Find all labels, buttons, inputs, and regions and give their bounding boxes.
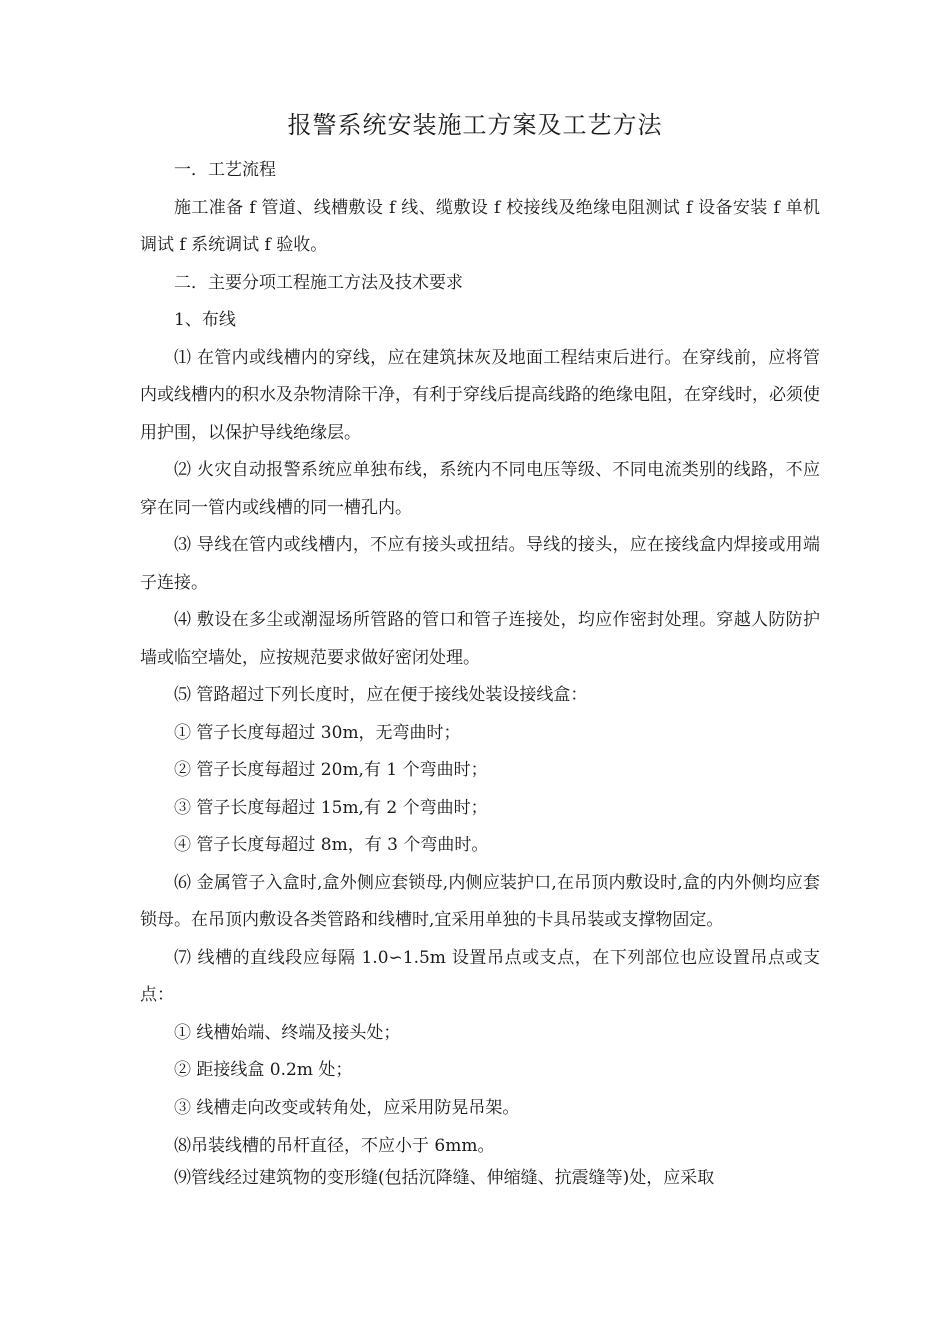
list-item-7-1: ① 线槽始端、终端及接头处；	[174, 1022, 401, 1043]
paragraph-item-5: ⑸ 管路超过下列长度时，应在便于接线处装设接线盒：	[174, 685, 588, 705]
paragraph-item-3: ⑶ 导线在管内或线槽内，不应有接头或扭结。导线的接头，应在接线盒内焊接或用端子连接。	[140, 535, 820, 593]
paragraph-item-4: ⑷ 敷设在多尘或潮湿场所管路的管口和管子连接处，均应作密封处理。穿越人防防护墙或临空墙处，应按规范要求做好密闭处理。	[140, 610, 820, 668]
paragraph-item-7: ⑺ 线槽的直线段应每隔 1.0∽1.5m 设置吊点或支点，在下列部位也应设置吊点或支点：	[140, 947, 820, 1005]
paragraph-item-8: ⑻吊装线槽的吊杆直径，不应小于 6mm。	[174, 1136, 495, 1156]
section-heading-process: 一．工艺流程	[174, 160, 276, 180]
paragraph-item-9: ⑼管线经过建筑物的变形缝(包括沉降缝、伸缩缝、抗震缝等)处，应采取	[174, 1168, 715, 1188]
subsection-heading-wiring: 1、布线	[174, 310, 236, 330]
document-title: 报警系统安装施工方案及工艺方法	[287, 111, 663, 139]
list-item-5-1: ① 管子长度每超过 30m，无弯曲时；	[174, 722, 461, 743]
section-heading-methods: 二．主要分项工程施工方法及技术要求	[174, 272, 463, 293]
paragraph-item-6: ⑹ 金属管子入盒时,盒外侧应套锁母,内侧应装护口,在吊顶内敷设时,盒的内外侧均应套锁母。在吊顶内敷设各类管路和线槽时,宜采用单独的卡具吊装或支撑物固定。	[140, 872, 820, 930]
paragraph-item-2: ⑵ 火灾自动报警系统应单独布线，系统内不同电压等级、不同电流类别的线路，不应穿在同一管内或线槽的同一槽孔内。	[140, 460, 820, 518]
document-body	[140, 152, 820, 1191]
list-item-7-3: ③ 线槽走向改变或转角处，应采用防晃吊架。	[174, 1097, 520, 1118]
list-item-5-2: ② 管子长度每超过 20m,有 1 个弯曲时；	[174, 760, 488, 780]
paragraph-item-1: ⑴ 在管内或线槽内的穿线，应在建筑抹灰及地面工程结束后进行。在穿线前，应将管内或线槽内的积水及杂物清除干净，有利于穿线后提高线路的绝缘电阻，在穿线时，必须使用护围，以保护导线绝缘层。	[140, 347, 820, 443]
list-item-7-2: ② 距接线盒 0.2m 处；	[174, 1060, 353, 1080]
paragraph-process-flow: 施工准备 f 管道、线槽敷设 f 线、缆敷设 f 校接线及绝缘电阻测试 f 设备安装 f 单机调试 f 系统调试 f 验收。	[140, 197, 820, 255]
list-item-5-3: ③ 管子长度每超过 15m,有 2 个弯曲时；	[174, 797, 488, 818]
list-item-5-4: ④ 管子长度每超过 8m，有 3 个弯曲时。	[174, 835, 489, 855]
